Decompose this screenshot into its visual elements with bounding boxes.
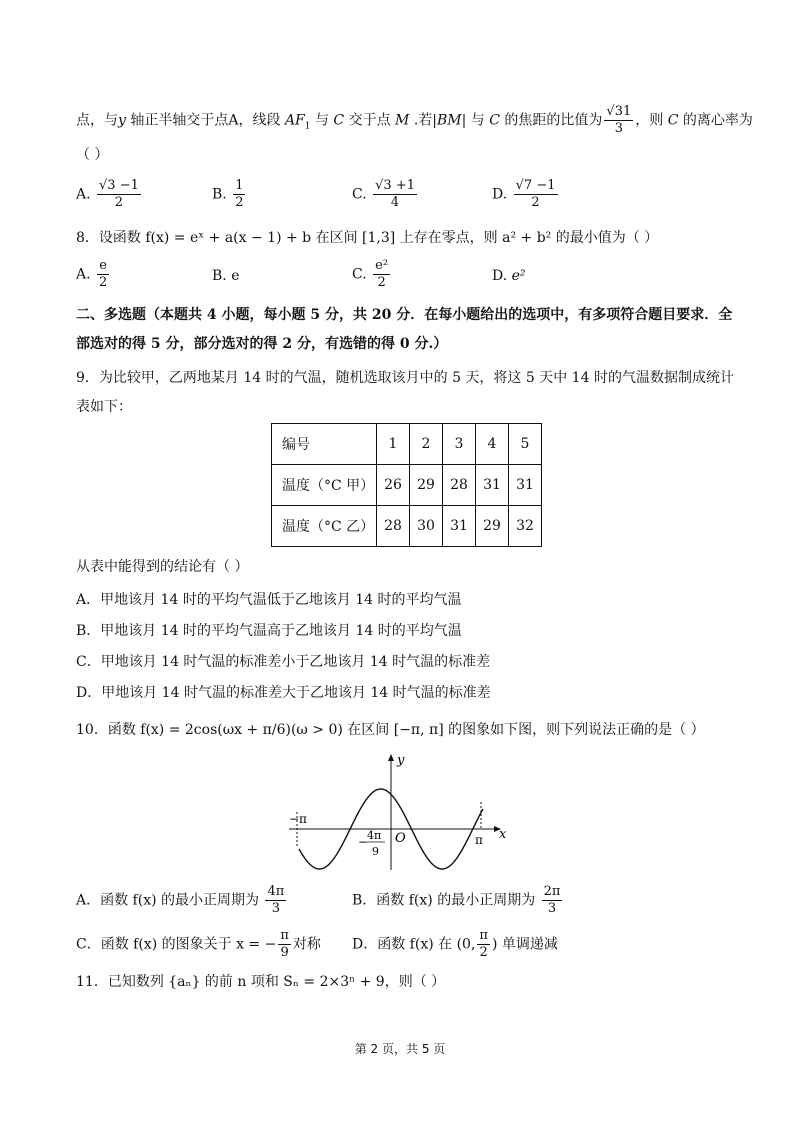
q7-option-c-frac [373,178,417,211]
q7-text-c: 与 [310,112,334,129]
q8-option-c-label: C. [352,266,367,283]
table-cell: 29 [410,465,443,506]
q8-option-b [212,266,240,286]
table-cell: 30 [410,506,443,547]
q8-option-b-label: B. [212,268,227,284]
q8-option-b-text: e [231,268,240,284]
q7-option-b-frac [233,178,245,211]
q10-option-b-den: 3 [547,901,557,916]
q7-option-c-label: C. [352,186,367,203]
table-row [272,465,542,506]
table-header-cell: 4 [476,424,509,465]
q9-option-d: D．甲地该月 14 时气温的标准差大于乙地该月 14 时气温的标准差 [76,685,491,701]
q7-option-b-num: 1 [235,178,244,193]
q7-option-b-den: 2 [235,195,244,210]
q10-option-d-den: 2 [479,945,488,960]
q10-option-b-num: 2π [543,884,561,899]
q8-option-d [492,266,526,286]
q10-option-a-den: 3 [271,901,281,916]
neg-pi-label: −π [289,812,307,826]
q10-cosine-graph [285,752,515,877]
q8-option-c-num: e² [375,258,389,273]
q10-option-a-num: 4π [267,884,285,899]
q11-stem: 11．已知数列 {aₙ} 的前 n 项和 Sₙ = 2×3ⁿ + 9，则（ ） [76,974,446,990]
q7-option-d-label: D. [492,186,508,203]
table-header-cell: 1 [377,424,410,465]
q7-seg: AF [284,112,305,129]
mark-sign: − [358,835,369,849]
q7-text-i: 的离心率为 [678,112,753,129]
q7-text-h: ，则 [635,112,668,129]
table-cell: 31 [443,506,476,547]
q7-text-d: 交于点 [344,112,396,129]
q7-option-c [352,178,419,211]
q8-option-a-den: 2 [99,275,108,290]
q8-stem: 8．设函数 f(x) = eˣ + a(x − 1) + b 在区间 [1,3] 上存在零点，则 a² + b² 的最小值为（ ） [76,230,659,246]
table-cell: 31 [509,465,542,506]
section2-line1: 二、多选题（本题共 4 小题，每小题 5 分，共 20 分．在每小题给出的选项中，有多项符合题目要求．全 [76,307,733,323]
q7-option-b-label: B. [212,186,227,203]
origin-label: O [395,831,406,846]
q7-text-g: 的焦距的比值为 [499,112,603,129]
q7-option-d-num: √7 −1 [515,178,556,193]
q10-option-c [76,928,321,961]
q10-option-d-num: π [479,928,488,943]
q7-y-var: y [118,112,126,129]
q8-option-c-den: 2 [377,275,386,290]
table-cell: 26 [377,465,410,506]
table-header-cell: 3 [443,424,476,465]
q10-stem: 10．函数 f(x) = 2cos(ωx + π/6)(ω > 0) 在区间 [−π, π] 的图象如下图，则下列说法正确的是（ ） [76,722,705,738]
q7-option-d-frac [514,178,558,211]
q8-option-a-num: e [97,258,109,275]
q10-option-b [352,884,564,917]
q7-option-a-num: √3 −1 [99,178,139,193]
table-cell: 32 [509,506,542,547]
q10-option-c-label: C．函数 f(x) 的图象关于 x = − [76,936,277,953]
q7-c-var-3: C [667,112,679,129]
section2-line2: 部选对的得 5 分，部分选对的得 2 分，有选错的得 0 分.） [76,336,448,352]
q10-option-c-den: 9 [280,945,289,960]
table-header-cell: 5 [509,424,542,465]
q7-text-f: 与 [466,112,490,129]
y-axis-label: y [397,753,405,768]
q8-option-c [352,258,392,291]
q7-c-var: C [333,112,345,129]
q7-line1 [76,104,753,137]
q10-option-c-num: π [280,928,289,943]
table-header-cell: 编号 [272,424,377,465]
table-row [272,424,542,465]
q7-text-b: 轴正半轴交于点A，线段 [125,112,285,129]
mark-den: 9 [372,845,379,858]
q7-option-a [76,178,143,211]
q8-option-a [76,258,111,291]
q10-option-a [76,884,288,917]
q7-option-a-label: A. [76,186,91,203]
q8-option-c-frac [373,258,390,291]
q8-option-a-label: A. [76,266,91,283]
q9-option-b: B．甲地该月 14 时的平均气温高于乙地该月 14 时的平均气温 [76,623,462,639]
q10-option-b-frac [542,884,563,917]
table-cell: 温度（°C 乙） [272,506,377,547]
q7-text-e: .若 [409,112,433,129]
q8-option-a-frac [97,258,109,291]
q7-option-b [212,178,247,211]
table-row [272,506,542,547]
q10-option-a-frac [265,884,286,917]
q7-text-a: 点，与 [76,112,118,129]
q7-c-var-2: C [489,112,500,129]
q10-option-a-label: A．函数 f(x) 的最小正周期为 [76,892,260,909]
q7-option-d-den: 2 [531,195,540,210]
q10-option-b-label: B．函数 f(x) 的最小正周期为 [352,892,536,909]
q10-option-c-frac [278,928,291,961]
q7-option-c-num: √3 +1 [375,178,415,193]
q7-option-a-frac [97,178,141,211]
q7-ratio [604,104,633,137]
page-footer: 第 2 页，共 5 页 [354,1042,446,1056]
table-cell: 31 [476,465,509,506]
q7-seg-sub: 1 [304,121,311,132]
q9-option-a: A．甲地该月 14 时的平均气温低于乙地该月 14 时的平均气温 [76,592,462,608]
q8-option-d-label: D. [492,268,508,284]
x-axis-label: x [499,827,507,842]
q10-option-d [352,928,558,961]
q10-option-c-tail: 对称 [292,936,321,953]
mark-num: 4π [367,829,382,842]
q7-bm: |BM| [432,112,467,129]
q10-option-d-tail: ) 单调递减 [491,936,558,953]
q7-option-a-den: 2 [114,195,124,210]
table-cell: 温度（°C 甲） [272,465,377,506]
q7-m-var: M [395,112,410,129]
q10-option-d-frac [477,928,490,961]
q9-line1: 9．为比较甲，乙两地某月 14 时的气温，随机选取该月中的 5 天，将这 5 天中 14 时的气温数据制成统计 [76,370,734,386]
table-cell: 28 [377,506,410,547]
q10-option-d-label: D．函数 f(x) 在 (0, [352,936,476,953]
q7-paren: （ ） [76,147,109,163]
q9-stem: 从表中能得到的结论有（ ） [76,559,249,575]
q7-option-d [492,178,560,211]
table-cell: 28 [443,465,476,506]
y-axis-arrow [388,754,394,761]
q9-option-c: C．甲地该月 14 时气温的标准差小于乙地该月 14 时气温的标准差 [76,654,491,670]
q9-temperature-table [271,423,542,547]
q7-ratio-den: 3 [614,121,623,136]
q7-option-c-den: 4 [390,195,400,210]
pi-label: π [475,833,483,847]
table-header-cell: 2 [410,424,443,465]
table-cell: 29 [476,506,509,547]
q8-option-d-text: e² [511,268,526,284]
q9-line2: 表如下： [76,399,132,415]
q7-ratio-num: √31 [606,104,632,119]
